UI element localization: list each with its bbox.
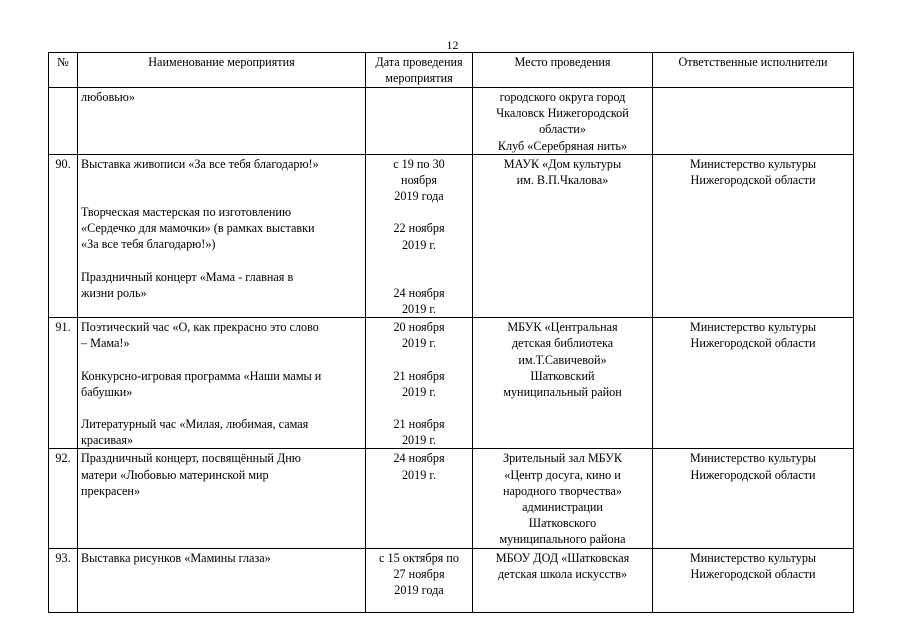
blank-line	[369, 400, 469, 416]
cell-line: Поэтический час «О, как прекрасно это слово	[81, 320, 319, 335]
table-row	[49, 88, 854, 155]
cell-line: 2019 года	[394, 189, 444, 204]
cell-line: Нижегородской области	[690, 336, 816, 351]
cell-line: администрации	[522, 500, 603, 515]
header-responsible: Ответственные исполнители	[653, 53, 854, 88]
cell-line: Нижегородской области	[690, 566, 816, 581]
cell-line: 2019 г.	[401, 302, 437, 317]
blank-line	[81, 253, 362, 269]
cell-line: Конкурсно-игровая программа «Наши мамы и	[81, 368, 322, 383]
header-event-place: Место проведения	[473, 53, 653, 88]
event-name-cell	[78, 318, 366, 449]
event-place-cell	[473, 318, 653, 449]
table-row	[49, 548, 854, 612]
row-number: 91.	[49, 318, 78, 449]
cell-line: красивая»	[81, 433, 134, 448]
cell-line: Праздничный концерт «Мама - главная в	[81, 269, 294, 284]
event-name-cell	[78, 88, 366, 155]
cell-line: 2019 года	[394, 583, 444, 598]
cell-line: им.Т.Савичевой»	[518, 352, 607, 367]
header-event-date: Дата проведения мероприятия	[366, 53, 473, 88]
cell-line: 22 ноября	[393, 221, 445, 236]
event-name-cell	[78, 548, 366, 612]
header-event-name: Наименование мероприятия	[78, 53, 366, 88]
cell-line: 2019 г.	[401, 467, 437, 482]
cell-line: Чкаловск Нижегородской	[496, 106, 629, 121]
cell-line: 2019 г.	[401, 237, 437, 252]
cell-line: – Мама!»	[81, 336, 130, 351]
table-row	[49, 449, 854, 548]
cell-line: 24 ноября	[393, 285, 445, 300]
page-number: 12	[446, 38, 459, 52]
table-row	[49, 318, 854, 449]
cell-line: детская школа искусств»	[497, 566, 628, 581]
row-number: 92.	[49, 449, 78, 548]
table-header-row	[49, 53, 854, 88]
cell-line: Нижегородской области	[690, 173, 816, 188]
cell-line: ноября	[401, 173, 437, 188]
cell-line: им. В.П.Чкалова»	[516, 173, 609, 188]
cell-line: Выставка живописи «За все тебя благодарю!»	[81, 156, 319, 171]
event-date-cell	[366, 88, 473, 155]
cell-line: Клуб «Серебряная нить»	[497, 138, 628, 153]
cell-line: «Центр досуга, кино и	[504, 467, 621, 482]
cell-line: Творческая мастерская по изготовлению	[81, 205, 292, 220]
cell-line: Нижегородской области	[690, 467, 816, 482]
cell-line: городского округа город	[499, 90, 626, 104]
cell-line: бабушки»	[81, 384, 133, 399]
cell-line: любовью»	[81, 90, 135, 104]
cell-line: Литературный час «Милая, любимая, самая	[81, 417, 309, 432]
cell-line: 2019 г.	[401, 384, 437, 399]
cell-line: 21 ноября	[393, 368, 445, 383]
row-number	[49, 88, 78, 155]
cell-line: 2019 г.	[401, 336, 437, 351]
blank-line	[369, 352, 469, 368]
cell-line: Министерство культуры	[689, 156, 817, 171]
table-row	[49, 154, 854, 317]
blank-line	[369, 204, 469, 220]
event-date-cell	[366, 154, 473, 317]
responsible-cell	[653, 318, 854, 449]
row-number: 90.	[49, 154, 78, 317]
cell-line: с 19 по 30	[393, 156, 445, 171]
blank-line	[81, 188, 362, 204]
cell-line: 21 ноября	[393, 417, 445, 432]
cell-line: Зрительный зал МБУК	[502, 451, 622, 466]
event-place-cell	[473, 88, 653, 155]
event-place-cell	[473, 449, 653, 548]
cell-line: области»	[539, 122, 586, 137]
cell-line: Шатковский	[530, 368, 595, 383]
cell-line: прекрасен»	[81, 483, 141, 498]
event-name-cell	[78, 154, 366, 317]
blank-line	[369, 269, 469, 285]
cell-line: жизни роль»	[81, 285, 147, 300]
cell-line: Выставка рисунков «Мамины глаза»	[81, 550, 271, 565]
cell-line: муниципальный район	[503, 385, 622, 400]
cell-line: Министерство культуры	[689, 320, 817, 335]
cell-line: Праздничный концерт, посвящённый Дню	[81, 451, 301, 466]
responsible-cell	[653, 154, 854, 317]
cell-line: «Сердечко для мамочки» (в рамках выставки	[81, 221, 315, 236]
cell-line: Шатковского	[528, 516, 597, 531]
cell-line: муниципального района	[499, 532, 626, 547]
event-date-cell	[366, 449, 473, 548]
blank-line	[81, 400, 362, 416]
responsible-cell	[653, 548, 854, 612]
cell-line: МАУК «Дом культуры	[503, 156, 622, 171]
cell-line: 2019 г.	[401, 433, 437, 448]
blank-line	[369, 253, 469, 269]
responsible-cell	[653, 88, 854, 155]
cell-line: МБУК «Центральная	[507, 320, 618, 335]
cell-line: народного творчества»	[503, 483, 622, 498]
blank-line	[81, 352, 362, 368]
event-name-cell	[78, 449, 366, 548]
cell-line: с 15 октября по	[379, 550, 459, 565]
responsible-cell	[653, 449, 854, 548]
cell-line: 27 ноября	[393, 566, 445, 581]
event-place-cell	[473, 154, 653, 317]
cell-line: Министерство культуры	[689, 451, 817, 466]
cell-line: «За все тебя благодарю!»)	[81, 237, 216, 252]
event-date-cell	[366, 548, 473, 612]
cell-line: детская библиотека	[511, 336, 614, 351]
event-date-cell	[366, 318, 473, 449]
event-place-cell	[473, 548, 653, 612]
cell-line: Министерство культуры	[689, 550, 817, 565]
cell-line: 20 ноября	[393, 320, 445, 335]
cell-line: 24 ноября	[393, 451, 445, 466]
header-number: №	[49, 53, 78, 88]
row-number: 93.	[49, 548, 78, 612]
cell-line: МБОУ ДОД «Шатковская	[495, 550, 630, 565]
cell-line: матери «Любовью материнской мир	[81, 467, 269, 482]
events-table	[48, 52, 854, 613]
blank-line	[81, 172, 362, 188]
